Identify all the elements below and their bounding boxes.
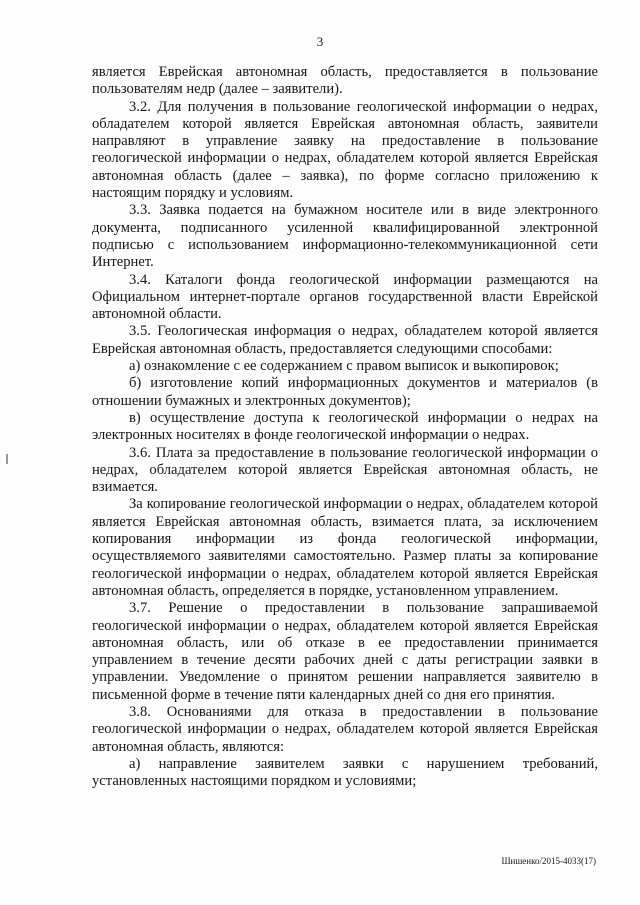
margin-mark: [6, 454, 8, 464]
paragraph: 3.7. Решение о предоставлении в пользование запрашиваемой геологической информации о недрах, обладателем которой является Еврейская автономная область, или об отказе в ее предоставлении принимается управлением в течение десяти рабочих дней с даты регистрации заявки в управлении. Уведомление о принятом решении направляется заявителю в письменной форме в течение пяти календарных дней со дня его принятия.: [92, 600, 598, 703]
page-number: 3: [316, 34, 324, 49]
paragraph: За копирование геологической информации о недрах, обладателем которой является Еврейская автономная область, взимается плата, за исключением копирования информации из фонда геологической информации, осуществляемого заявителями самостоятельно. Размер платы за копирование геологической информации о недрах, обладателем которой является Еврейская автономная область, определяется в порядке, установленном управлением.: [92, 496, 598, 599]
paragraph: а) ознакомление с ее содержанием с правом выписок и выкопировок;: [129, 358, 559, 375]
document-body: [92, 64, 598, 790]
paragraph: 3.8. Основаниями для отказа в предоставлении в пользование геологической информации о недрах, обладателем которой является Еврейская автономная область, являются:: [92, 703, 598, 755]
footer-reference: Шишенко/2015-4033(17): [501, 856, 596, 866]
paragraph: б) изготовление копий информационных документов и материалов (в отношении бумажных и электронных документов);: [92, 375, 598, 409]
paragraph: 3.5. Геологическая информация о недрах, обладателем которой является Еврейская автономная область, предоставляется следующими способами:: [92, 323, 598, 357]
paragraph: а) направление заявителем заявки с нарушением требований, установленных настоящими порядком и условиями;: [92, 755, 598, 790]
paragraph: 3.4. Каталоги фонда геологической информации размещаются на Официальном интернет-портале органов государственной власти Еврейской автономной области.: [92, 271, 598, 323]
paragraph: в) осуществление доступа к геологической информации о недрах на электронных носителях в фонде геологической информации о недрах.: [92, 409, 598, 444]
paragraph: 3.2. Для получения в пользование геологической информации о недрах, обладателем которой является Еврейская автономная область, заявители направляют в управление заявку на предоставление в пользование геологической информации о недрах, обладателем которой является Еврейская автономная область (далее – заявка), по форме согласно приложению к настоящим порядку и условиям.: [92, 98, 598, 202]
paragraph: является Еврейская автономная область, предоставляется в пользование пользователям недр (далее – заявители).: [92, 64, 598, 98]
paragraph: 3.6. Плата за предоставление в пользование геологической информации о недрах, обладателем которой является Еврейская автономная область, не взимается.: [92, 444, 598, 496]
paragraph: 3.3. Заявка подается на бумажном носителе или в виде электронного документа, подписанного усиленной квалифицированной электронной подписью с использованием информационно-телекоммуникационной сети Интернет.: [92, 202, 598, 271]
